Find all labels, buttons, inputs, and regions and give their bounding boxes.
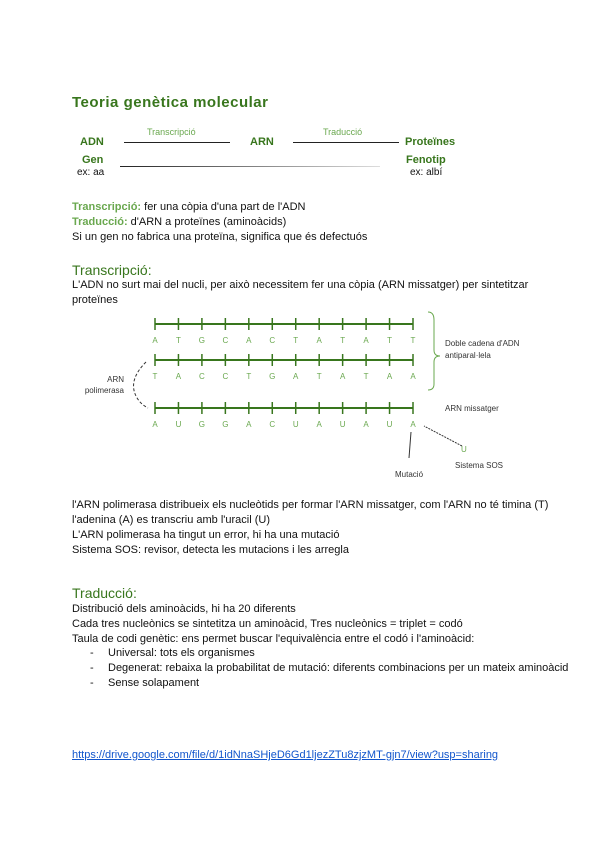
sos-arrow: [424, 426, 462, 446]
nucleotide-letter: A: [246, 336, 252, 345]
paragraph: l'ARN polimerasa distribueix els nucleòtids per formar l'ARN missatger, com l'ARN no té timina (T) l'adenina (A) es transcriu amb l'uracil (U): [72, 499, 549, 526]
nucleotide-letter: C: [269, 336, 276, 345]
flow-proteines: Proteïnes: [405, 136, 456, 148]
nucleotide-letter: T: [387, 336, 392, 345]
flow-arrow: [293, 142, 399, 143]
nucleotide-letter: A: [152, 420, 158, 429]
definition-term: Transcripció:: [72, 201, 142, 213]
paragraph: L'ARN polimerasa ha tingut un error, hi ha una mutació: [72, 529, 340, 541]
nucleotide-letter: T: [363, 372, 369, 381]
section-intro: L'ADN no surt mai del nucli, per això necessitem fer una còpia (ARN missatger) per sintetitzar proteïnes: [72, 279, 529, 306]
flow-adn: ADN: [80, 136, 104, 148]
list-item: - Degenerat: rebaixa la probabilitat de mutació: diferents combinacions per un mateix aminoàcid: [108, 661, 588, 676]
nucleotide-letter: T: [410, 336, 416, 345]
drive-link[interactable]: https://drive.google.com/file/d/1idNnaSHjeD6Gd1ljezZTu8zjzMT-gjn7/view?usp=sharing: [72, 749, 499, 761]
definition: [72, 215, 286, 230]
nucleotide-letter: G: [198, 336, 206, 345]
nucleotide-letter: U: [292, 420, 299, 429]
list-item: - Universal: tots els organismes: [108, 646, 588, 661]
label-double-strand: Doble cadena d'ADN: [445, 339, 520, 348]
flow-traduccio: Traducció: [323, 127, 363, 137]
nucleotide-letter: G: [198, 420, 206, 429]
flow-gen-example: ex: aa: [77, 167, 105, 178]
nucleotide-letter: U: [175, 420, 182, 429]
paragraph: Sistema SOS: revisor, detecta les mutacions i les arregla: [72, 544, 349, 556]
nucleotide-letter: G: [269, 372, 276, 381]
nucleotide-letter: A: [386, 372, 393, 381]
nucleotide-letter: U: [339, 420, 346, 429]
nucleotide-letter: A: [316, 420, 322, 429]
dna-diagram: [0, 300, 600, 490]
nucleotide-letter: T: [176, 336, 181, 345]
nucleotide-letter: A: [410, 420, 416, 429]
mutation-arrow: [409, 432, 411, 458]
nucleotide-letter: A: [363, 336, 369, 345]
flow-transcripcio: Transcripció: [147, 127, 196, 137]
flow-arn: ARN: [250, 136, 274, 148]
nucleotide-letter: A: [175, 372, 182, 381]
polymerase-arrow: [134, 362, 148, 408]
nucleotide-letter: T: [152, 372, 158, 381]
definition-term: Traducció:: [72, 216, 128, 228]
brace: [428, 312, 440, 390]
flow-fenotip: Fenotip: [406, 154, 446, 166]
page-title: Teoria genètica molecular: [72, 94, 269, 111]
definition: [72, 200, 306, 215]
flow-fenotip-example: ex: albí: [410, 167, 443, 178]
paragraph: Taula de codi genètic: ens permet buscar l'equivalència entre el codó i l'aminoàcid:: [72, 633, 475, 645]
nucleotide-letter: G: [222, 420, 229, 429]
section-heading-transcripcio: Transcripció:: [72, 262, 152, 278]
nucleotide-letter: C: [199, 372, 205, 381]
flow-arrow: [124, 142, 230, 143]
nucleotide-letter: T: [246, 372, 252, 381]
paragraph: Cada tres nucleònics se sintetitza un aminoàcid, Tres nucleònics = triplet = codó: [72, 618, 463, 630]
label-antiparallel: antiparal·lela: [445, 351, 491, 360]
label-arn-polimerasa: ARN: [107, 375, 124, 384]
nucleotide-letter: U: [386, 420, 393, 429]
nucleotide-letter: C: [222, 336, 229, 345]
definition-text: d'ARN a proteïnes (aminoàcids): [127, 216, 287, 228]
flow-line: [120, 166, 380, 167]
nucleotide-letter: A: [363, 420, 369, 429]
label-u: U: [461, 445, 467, 454]
flow-gen: Gen: [82, 154, 104, 166]
bullet-list: [72, 646, 588, 691]
paragraph: Distribució dels aminoàcids, hi ha 20 diferents: [72, 603, 296, 615]
note: Si un gen no fabrica una proteïna, significa que és defectuós: [72, 231, 368, 243]
label-sistema-sos: Sistema SOS: [455, 461, 504, 470]
definition-text: fer una còpia d'una part de l'ADN: [141, 201, 306, 213]
section-heading-traduccio: Traducció:: [72, 585, 137, 601]
nucleotide-letter: A: [410, 372, 416, 381]
nucleotide-letter: A: [246, 420, 252, 429]
label-arn-missatger: ARN missatger: [445, 404, 499, 413]
nucleotide-letter: A: [293, 372, 299, 381]
label-arn-polimerasa: polimerasa: [84, 386, 124, 395]
nucleotide-letter: A: [316, 336, 322, 345]
nucleotide-letter: A: [152, 336, 158, 345]
nucleotide-letter: T: [293, 336, 299, 345]
nucleotide-letter: C: [269, 420, 276, 429]
nucleotide-letter: T: [340, 336, 346, 345]
label-mutacio: Mutació: [395, 470, 424, 479]
nucleotide-letter: T: [316, 372, 322, 381]
nucleotide-letter: C: [222, 372, 229, 381]
list-item: - Sense solapament: [108, 676, 588, 691]
nucleotide-letter: A: [339, 372, 346, 381]
